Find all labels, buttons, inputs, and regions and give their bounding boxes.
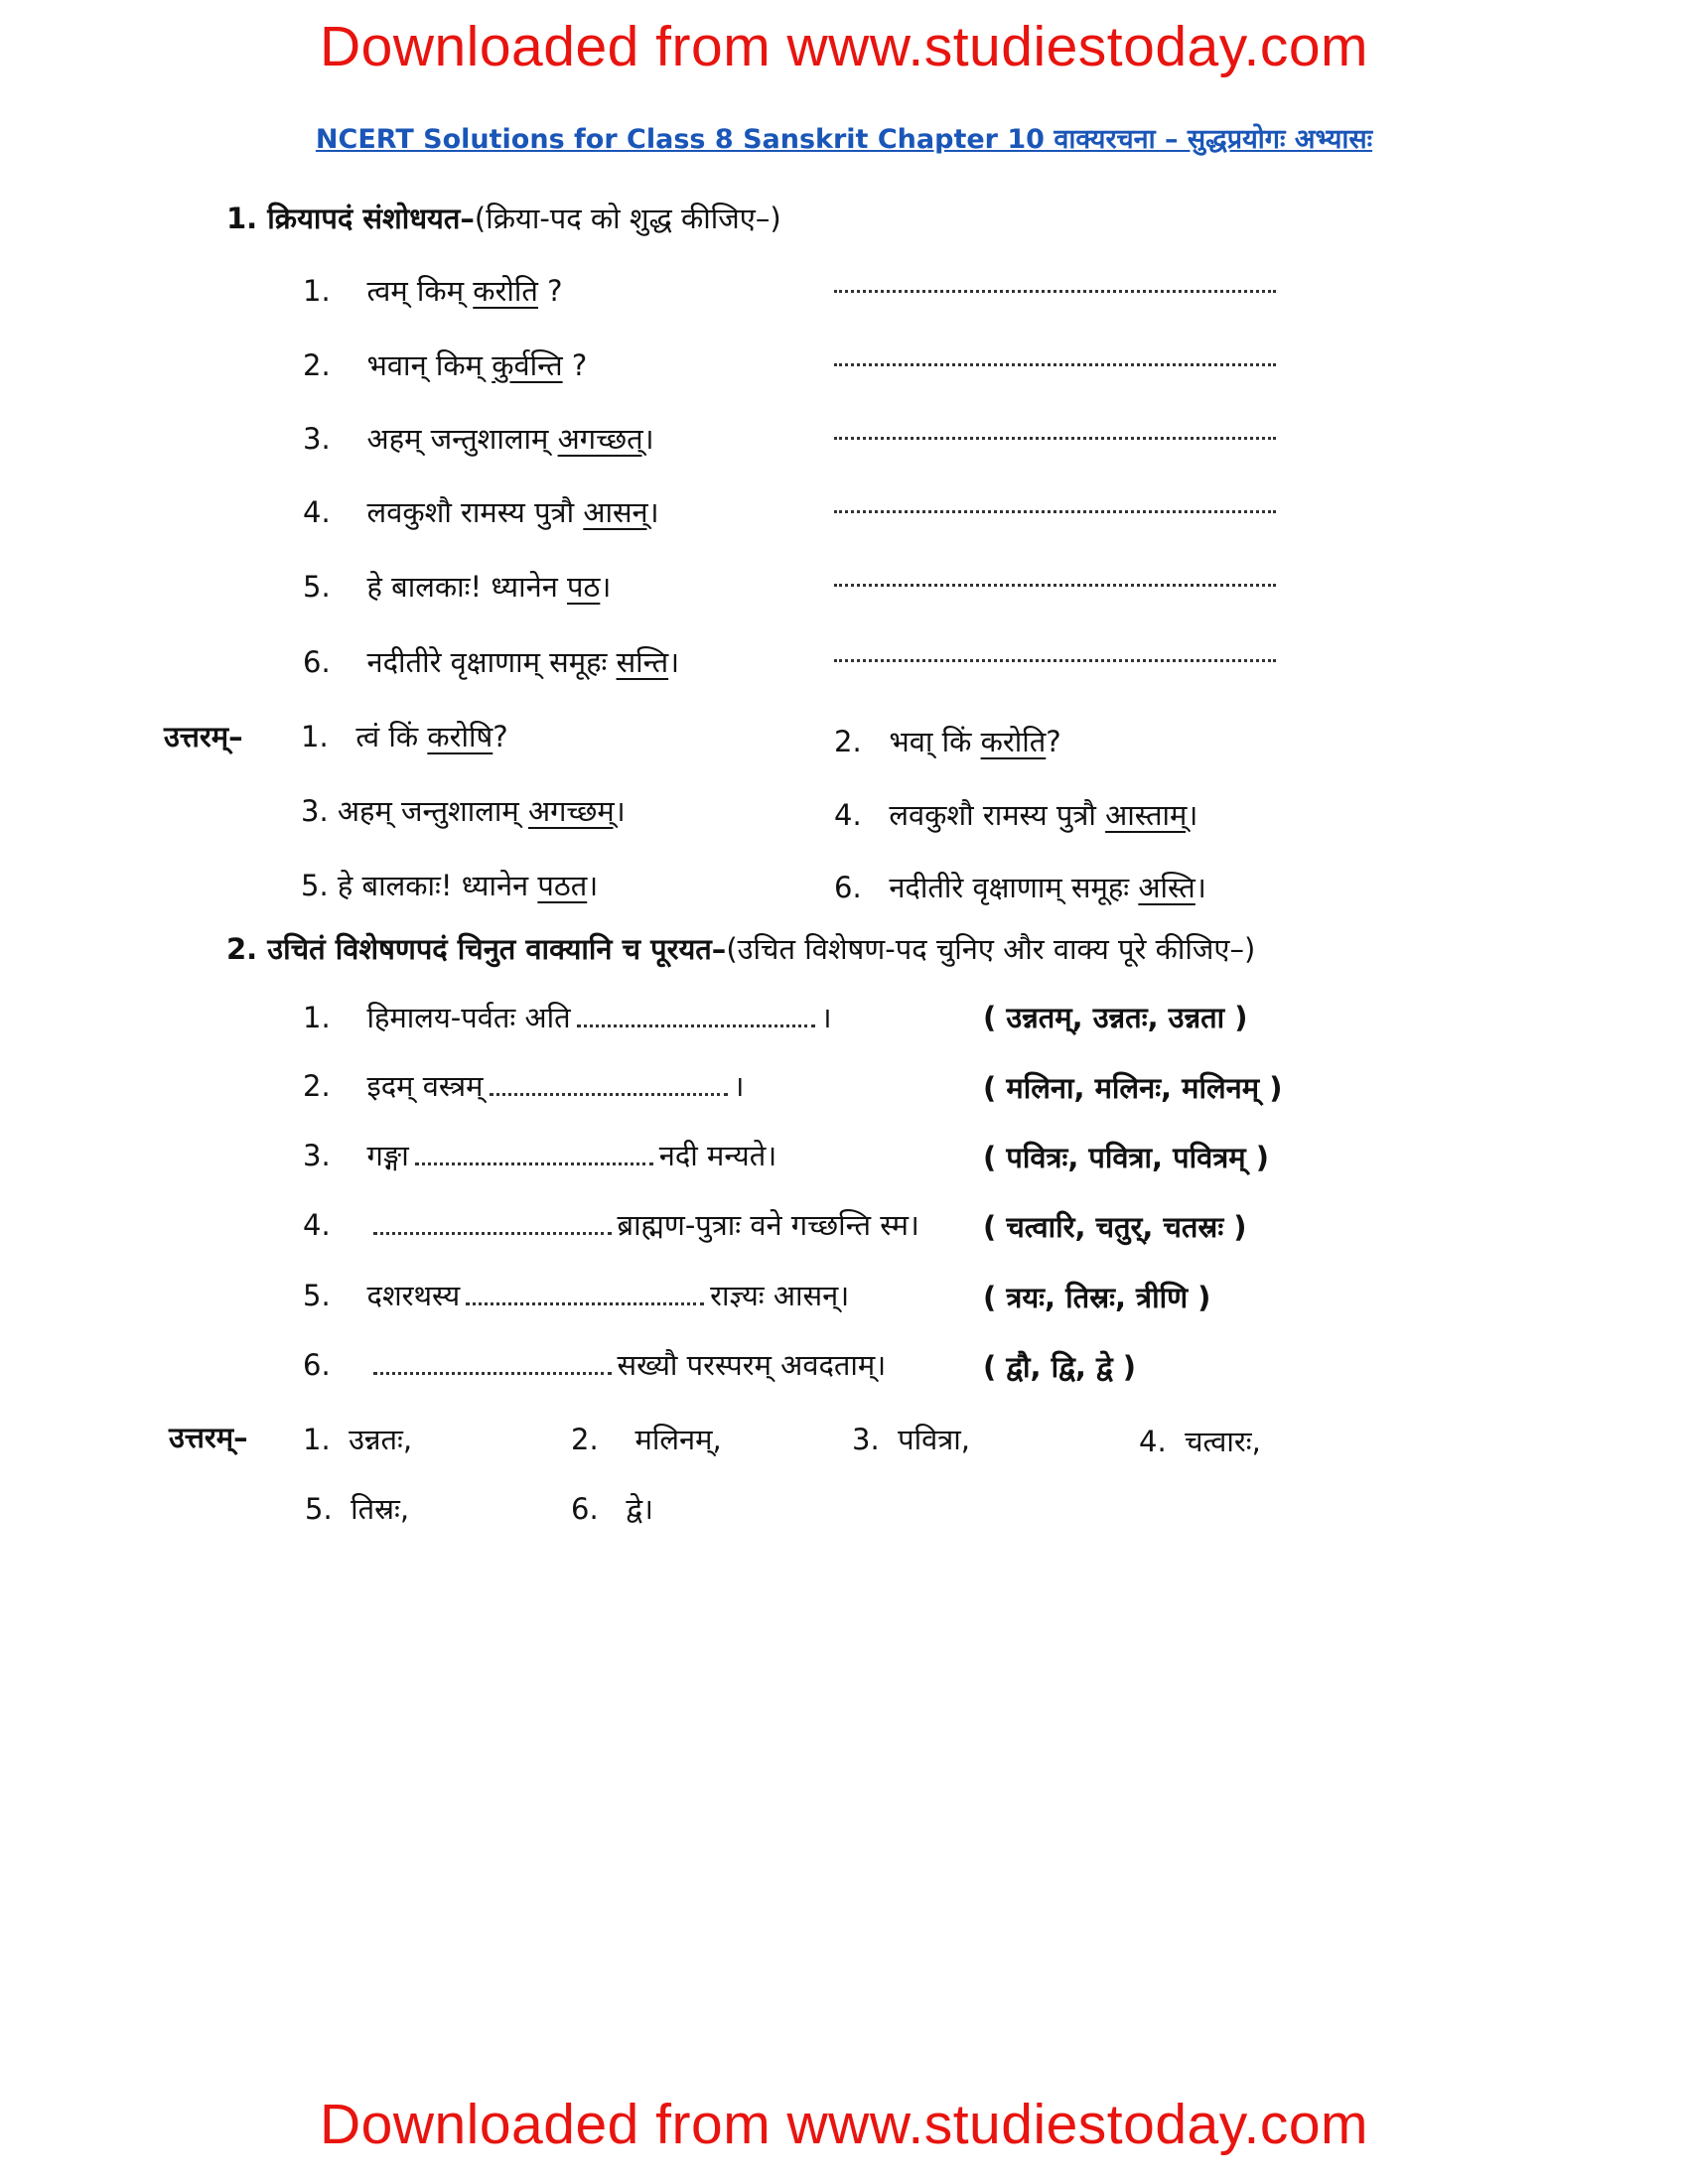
q1-answer — [301, 791, 626, 830]
q1-answer-label: उत्तरम्– — [164, 720, 243, 753]
fill-blank — [490, 1092, 728, 1096]
item-text: हे बालकाः! ध्यानेन — [366, 570, 568, 604]
fill-blank — [373, 1371, 612, 1375]
item-number: 1. — [303, 1001, 331, 1034]
answer-end: । — [614, 794, 626, 828]
item-text: दशरथस्य — [366, 1279, 461, 1312]
answer-end: । — [1195, 871, 1206, 904]
q1-heading-text: 1. क्रियापदं संशोधयत– — [226, 202, 475, 235]
item-number: 5. — [303, 1279, 331, 1312]
q2-item — [303, 1205, 919, 1244]
answer-end: । — [587, 869, 599, 902]
q2-options: ( मलिना, मलिनः, मलिनम् ) — [983, 1071, 1283, 1105]
answer-blank — [834, 290, 1276, 293]
q1-answer — [834, 722, 1061, 760]
item-end: ? — [537, 274, 563, 308]
q2-answer — [852, 1420, 970, 1458]
item-number: 4. — [303, 495, 331, 529]
q1-answer — [301, 866, 598, 904]
item-number: 4. — [303, 1208, 331, 1242]
answer-blank — [834, 437, 1276, 440]
q1-item — [303, 345, 587, 384]
answer-number: 6. — [834, 871, 862, 904]
q2-hint: (उचित विशेषण-पद चुनिए और वाक्य पूरे कीजिए–) — [726, 932, 1256, 966]
item-text: त्वम् किम् — [366, 274, 474, 308]
answer-number: 1. — [303, 1423, 331, 1456]
fill-blank — [415, 1161, 653, 1165]
answer-blank — [834, 510, 1276, 513]
item-text: लवकुशौ रामस्य पुत्रौ — [366, 495, 584, 529]
item-number: 3. — [303, 422, 331, 456]
item-end: राज्ञ्यः आसन्। — [710, 1279, 850, 1312]
item-end: । — [642, 422, 654, 456]
q1-heading — [226, 199, 781, 237]
answer-blank — [834, 584, 1276, 587]
fill-blank — [373, 1231, 612, 1235]
q2-options: ( चत्वारि, चतुर्, चतस्रः ) — [983, 1210, 1247, 1244]
item-number: 6. — [303, 1348, 331, 1382]
answer-verb: पठत — [537, 869, 588, 902]
q1-answer — [301, 717, 508, 755]
item-end: नदी मन्यते। — [658, 1139, 777, 1172]
q2-heading-text: 2. उचितं विशेषणपदं चिनुत वाक्यानि च पूरयत– — [226, 932, 727, 966]
q1-item — [303, 271, 563, 310]
q2-item — [303, 998, 832, 1036]
q2-options: ( त्रयः, तिस्रः, त्रीणि ) — [983, 1281, 1211, 1314]
item-end: । — [600, 570, 612, 604]
item-text: अहम् जन्तुशालाम् — [366, 422, 558, 456]
item-verb: सन्ति — [616, 645, 669, 679]
answer-number: 3. — [852, 1423, 880, 1456]
item-verb: करोति — [473, 274, 538, 308]
item-number: 6. — [303, 645, 331, 679]
answer-number: 5. — [301, 869, 329, 902]
q1-hint: (क्रिया-पद को शुद्ध कीजिए–) — [474, 202, 781, 235]
answer-end: । — [1187, 798, 1198, 832]
header-banner[interactable]: Downloaded from www.studiestoday.com — [319, 15, 1369, 78]
q2-answer-label: उत्तरम्– — [169, 1421, 248, 1454]
page-title[interactable]: NCERT Solutions for Class 8 Sanskrit Chapter 10 वाक्यरचना – सुद्धप्रयोगः अभ्यासः — [315, 124, 1373, 155]
item-text: इदम् वस्त्रम् — [366, 1069, 484, 1103]
answer-verb: अगच्छम् — [527, 794, 615, 828]
q1-item — [303, 567, 611, 606]
item-number: 2. — [303, 348, 331, 382]
q2-answer — [303, 1420, 412, 1458]
q2-item — [303, 1276, 849, 1314]
item-end: । — [733, 1069, 745, 1103]
answer-text: नदीतीरे वृक्षाणाम् समूहः — [889, 871, 1139, 904]
answer-number: 4. — [1139, 1425, 1167, 1458]
q2-options: ( उन्नतम्, उन्नतः, उन्नता ) — [983, 1001, 1248, 1034]
answer-text: मलिनम्, — [634, 1423, 722, 1456]
item-verb: अगच्छत् — [557, 422, 643, 456]
q2-answer — [305, 1489, 409, 1528]
answer-end: ? — [1046, 725, 1061, 758]
answer-text: पवित्रा, — [898, 1423, 970, 1456]
answer-number: 3. — [301, 794, 329, 828]
answer-number: 4. — [834, 798, 862, 832]
q2-answer — [1139, 1422, 1261, 1460]
answer-number: 1. — [301, 720, 329, 753]
footer-banner[interactable]: Downloaded from www.studiestoday.com — [319, 2093, 1369, 2156]
item-end: । — [668, 645, 680, 679]
item-end: ब्राह्मण-पुत्राः वने गच्छन्ति स्म। — [617, 1208, 919, 1242]
item-number: 5. — [303, 570, 331, 604]
item-verb: पठ — [567, 570, 601, 604]
answer-number: 5. — [305, 1492, 333, 1526]
q2-answer — [571, 1489, 653, 1528]
q2-item — [303, 1066, 745, 1105]
q2-item — [303, 1136, 776, 1174]
item-text: भवान् किम् — [366, 348, 492, 382]
item-number: 2. — [303, 1069, 331, 1103]
answer-end: ? — [492, 720, 508, 753]
answer-blank — [834, 363, 1276, 366]
q1-answer — [834, 795, 1197, 834]
q2-options: ( पवित्रः, पवित्रा, पवित्रम् ) — [983, 1141, 1269, 1174]
q1-answer — [834, 868, 1206, 906]
answer-verb: अस्ति — [1138, 871, 1196, 904]
q2-item — [303, 1345, 886, 1384]
answer-text: तिस्रः, — [351, 1492, 410, 1526]
item-verb: आसन् — [583, 495, 648, 529]
answer-text: द्वे। — [626, 1492, 653, 1526]
answer-verb: करोषि — [427, 720, 493, 753]
item-text: नदीतीरे वृक्षाणाम् समूहः — [366, 645, 617, 679]
answer-verb: आस्ताम् — [1105, 798, 1188, 832]
item-text: हिमालय-पर्वतः अति — [366, 1001, 571, 1034]
answer-number: 2. — [834, 725, 862, 758]
answer-blank — [834, 659, 1276, 662]
answer-text: उन्नतः, — [349, 1423, 413, 1456]
answer-text: हे बालकाः! ध्यानेन — [337, 869, 538, 902]
answer-number: 2. — [571, 1423, 599, 1456]
item-number: 1. — [303, 274, 331, 308]
item-number: 3. — [303, 1139, 331, 1172]
answer-text: लवकुशौ रामस्य पुत्रौ — [889, 798, 1106, 832]
answer-number: 6. — [571, 1492, 599, 1526]
q1-item — [303, 419, 654, 458]
item-end: । — [647, 495, 659, 529]
answer-text: अहम् जन्तुशालाम् — [337, 794, 528, 828]
answer-text: त्वं किं — [355, 720, 428, 753]
item-end: । — [820, 1001, 832, 1034]
q2-answer — [571, 1420, 722, 1458]
fill-blank — [577, 1024, 815, 1027]
item-end: ? — [562, 348, 588, 382]
item-text: गङ्गा — [366, 1139, 409, 1172]
answer-verb: करोति — [980, 725, 1047, 758]
answer-text: चत्वारः, — [1185, 1425, 1261, 1458]
q2-options: ( द्वौ, द्वि, द्वे ) — [983, 1350, 1136, 1384]
q2-heading — [226, 929, 1255, 968]
q1-item — [303, 642, 679, 681]
item-verb: कुर्वन्ति — [492, 348, 563, 382]
fill-blank — [466, 1301, 704, 1305]
item-end: सख्यौ परस्परम् अवदताम्। — [617, 1348, 887, 1382]
answer-text: भवा् किं — [889, 725, 981, 758]
q1-item — [303, 492, 659, 531]
